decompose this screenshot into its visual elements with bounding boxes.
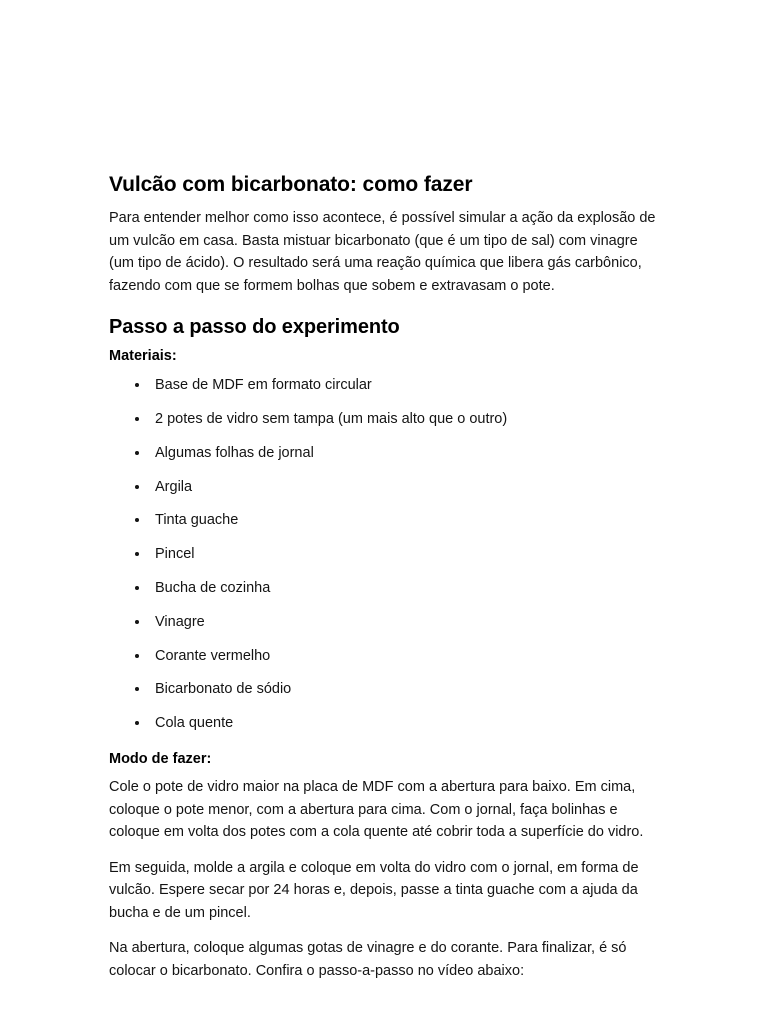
list-item: Bucha de cozinha (109, 578, 657, 598)
list-item: Algumas folhas de jornal (109, 443, 657, 463)
list-item: Corante vermelho (109, 646, 657, 666)
list-item: Tinta guache (109, 510, 657, 530)
method-label: Modo de fazer: (109, 751, 212, 768)
method-paragraphs (109, 776, 657, 982)
intro-paragraph: Para entender melhor como isso acontece, é possível simular a ação da explosão de um vulcão em casa. Basta mistuar bicarbonato (que é um tipo de sal) com vinagre (um tipo de ácido). O resultado será uma reação química que libera gás carbônico, fazendo com que se formem bolhas que sobem e extravasam o pote. (109, 210, 656, 294)
list-item: Bicarbonato de sódio (109, 679, 657, 699)
materials-list (109, 375, 657, 733)
list-item: 2 potes de vidro sem tampa (um mais alto que o outro) (109, 409, 657, 429)
list-item: Vinagre (109, 612, 657, 632)
page-title: Vulcão com bicarbonato: como fazer (109, 173, 473, 196)
list-item: Pincel (109, 544, 657, 564)
document-content (109, 172, 657, 982)
method-paragraph-3: Na abertura, coloque algumas gotas de vinagre e do corante. Para finalizar, é só colocar o bicarbonato. Confira o passo-a-passo no vídeo abaixo: (109, 940, 627, 979)
list-item: Cola quente (109, 713, 657, 733)
materials-label: Materiais: (109, 348, 177, 365)
method-paragraph-1: Cole o pote de vidro maior na placa de MDF com a abertura para baixo. Em cima, coloque o pote menor, com a abertura para cima. Com o jornal, faça bolinhas e coloque em volta dos potes com a cola quente até cobrir toda a superfície do vidro. (109, 779, 644, 841)
method-paragraph-2: Em seguida, molde a argila e coloque em volta do vidro com o jornal, em forma de vulcão. Espere secar por 24 horas e, depois, passe a tinta guache com a ajuda da bucha e de um pincel. (109, 859, 639, 921)
list-item: Base de MDF em formato circular (109, 375, 657, 395)
list-item: Argila (109, 477, 657, 497)
section-heading-steps: Passo a passo do experimento (109, 316, 400, 339)
